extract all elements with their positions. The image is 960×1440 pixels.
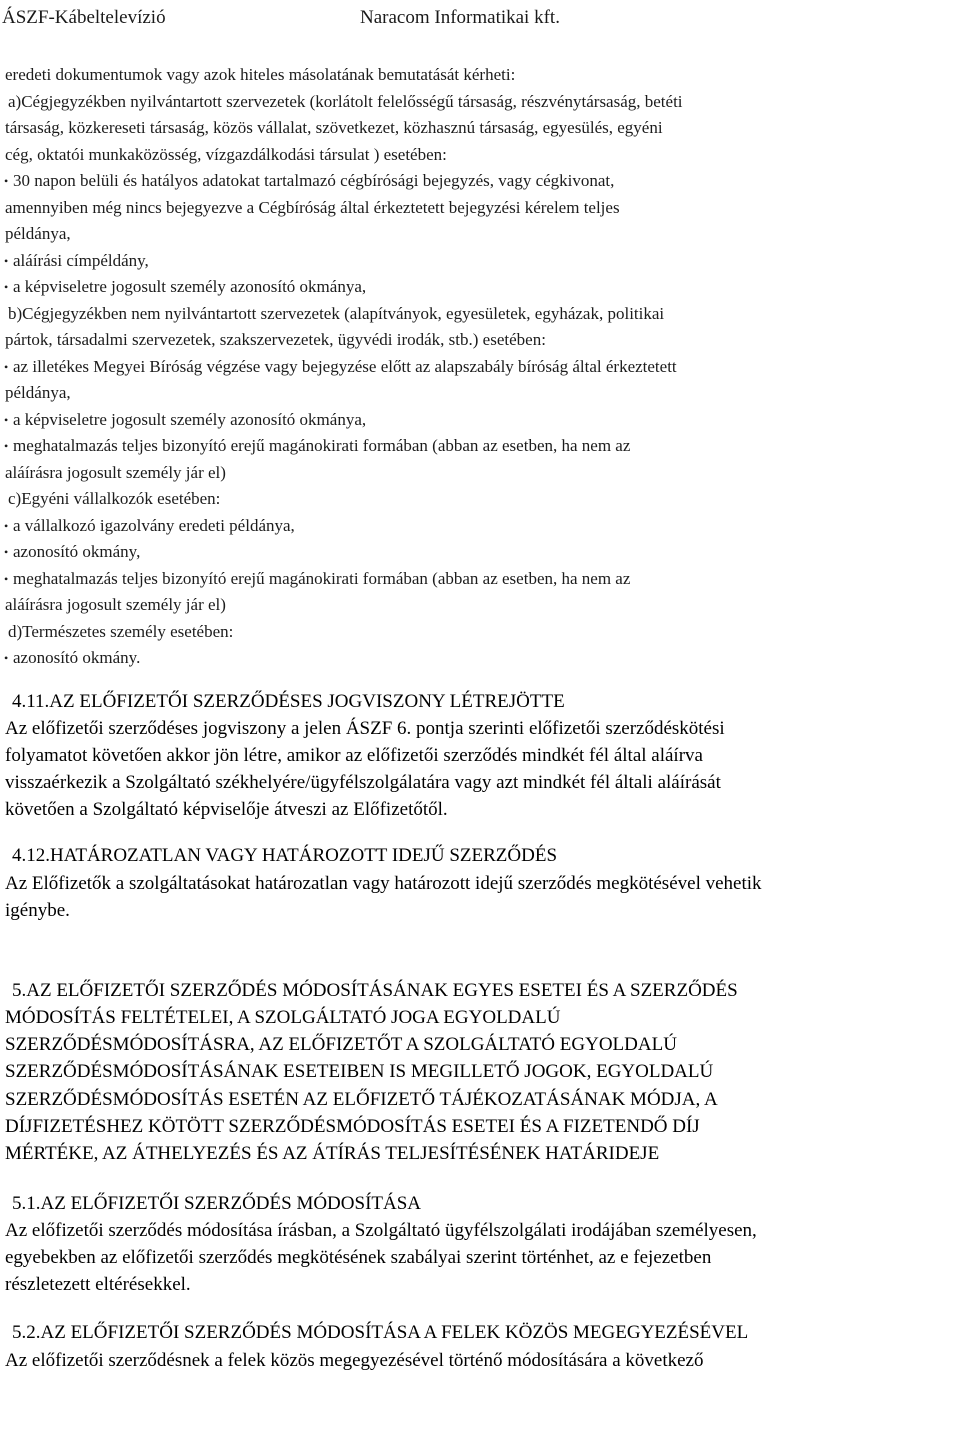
chapter-heading-line: MÓDOSÍTÁS FELTÉTELEI, A SZOLGÁLTATÓ JOGA EGYOLDALÚ [5,1006,561,1028]
page-header [0,5,960,33]
section-text: Az előfizetői szerződéses jogviszony a jelen ÁSZF 6. pontja szerinti előfizetői szerződéskötési [5,718,725,739]
bullet-item: • a képviseletre jogosult személy azonosító okmánya, [5,274,957,301]
header-company-name: Naracom Informatikai kft. [360,7,560,28]
chapter-heading-line: SZERZŐDÉSMÓDOSÍTÁSRA, AZ ELŐFIZETŐT A SZOLGÁLTATÓ EGYOLDALÚ [5,1034,677,1056]
bullet-item: • meghatalmazás teljes bizonyító erejű magánokirati formában (abban az esetben, ha nem az [5,566,957,593]
section-text: Az előfizetői szerződés módosítása írásban, a Szolgáltató ügyfélszolgálati irodájában személyesen, [5,1220,757,1242]
section-text: követően a Szolgáltató képviselője átveszi az Előfizetőtől. [5,799,448,820]
section-heading-4-12: 4.12.HATÁROZATLAN VAGY HATÁROZOTT IDEJŰ SZERZŐDÉS [12,845,558,866]
chapter-heading-line: SZERZŐDÉSMÓDOSÍTÁSÁNAK ESETEIBEN IS MEGILLETŐ JOGOK, EGYOLDALÚ [5,1061,714,1083]
bullet-item: • a képviseletre jogosult személy azonosító okmánya, [5,407,957,434]
bullet-item: • az illetékes Megyei Bíróság végzése vagy bejegyzése előtt az alapszabály bíróság által érkeztetett [5,354,957,381]
section-text: visszaérkezik a Szolgáltató székhelyére/ügyfélszolgálatára vagy azt mindkét fél általi aláírását [5,772,721,793]
spacer [5,924,957,977]
case-c-line: c)Egyéni vállalkozók esetében: [8,489,221,508]
chapter-heading-line: 5.AZ ELŐFIZETŐI SZERZŐDÉS MÓDOSÍTÁSÁNAK EGYES ESETEI ÉS A SZERZŐDÉS [12,979,738,1001]
chapter-heading-line: MÉRTÉKE, AZ ÁTHELYEZÉS ÉS AZ ÁTÍRÁS TELJESÍTÉSÉNEK HATÁRIDEJE [5,1143,660,1165]
section-text: Az Előfizetők a szolgáltatásokat határozatlan vagy határozott idejű szerződés megkötésével vehetik [5,872,762,894]
section-heading-5-1: 5.1.AZ ELŐFIZETŐI SZERZŐDÉS MÓDOSÍTÁSA [12,1192,422,1214]
case-d-line: d)Természetes személy esetében: [8,621,234,641]
chapter-heading-line: DÍJFIZETÉSHEZ KÖTÖTT SZERZŐDÉSMÓDOSÍTÁS ESETEI ÉS A FIZETENDŐ DÍJ [5,1115,700,1137]
case-a-line: társaság, közkereseti társaság, közös vállalat, szövetkezet, közhasznú társaság, egyesülés, egyéni [5,118,663,137]
case-b-line: b)Cégjegyzékben nem nyilvántartott szervezetek (alapítványok, egyesületek, egyházak, politikai [8,303,665,323]
bullet-item: • aláírási címpéldány, [5,248,957,275]
section-text: egyebekben az előfizetői szerződés megkötésének szabályai szerint történhet, az e fejezetben [5,1247,712,1269]
bullet-continuation: aláírásra jogosult személy jár el) [5,462,226,482]
section-text: igénybe. [5,899,70,921]
bullet-continuation: aláírásra jogosult személy jár el) [5,595,226,614]
document-body [5,62,957,1374]
section-heading-4-11: 4.11.AZ ELŐFIZETŐI SZERZŐDÉSES JOGVISZONY LÉTREJÖTTE [12,690,565,712]
intro-line: eredeti dokumentumok vagy azok hiteles másolatának bemutatását kérheti: [5,65,516,84]
spacer [5,1168,957,1191]
case-a-line: cég, oktatói munkaközösség, vízgazdálkodási társulat ) esetében: [5,144,447,164]
bullet-item: • 30 napon belüli és hatályos adatokat tartalmazó cégbírósági bejegyzés, vagy cégkivonat, [5,168,957,195]
spacer [5,1298,957,1320]
bullet-continuation: példánya, [5,224,71,243]
bullet-item: • a vállalkozó igazolvány eredeti példánya, [5,513,957,540]
bullet-continuation: amennyiben még nincs bejegyezve a Cégbíróság által érkeztetett bejegyzési kérelem teljes [5,197,620,217]
chapter-heading-5 [5,977,957,1168]
section-heading-5-2: 5.2.AZ ELŐFIZETŐI SZERZŐDÉS MÓDOSÍTÁSA A FELEK KÖZÖS MEGEGYEZÉSÉVEL [12,1322,749,1344]
case-b-line: pártok, társadalmi szervezetek, szakszervezetek, ügyvédi irodák, stb.) esetében: [5,330,546,349]
section-text: Az előfizetői szerződésnek a felek közös megegyezésével történő módosítására a következő [5,1349,704,1371]
bullet-item: • azonosító okmány. [5,645,957,672]
spacer [5,672,957,689]
section-text: folyamatot követően akkor jön létre, amikor az előfizetői szerződés mindkét fél által aláírva [5,745,703,766]
chapter-heading-line: SZERZŐDÉSMÓDOSÍTÁS ESETÉN AZ ELŐFIZETŐ TÁJÉKOZATÁSÁNAK MÓDJA, A [5,1088,718,1110]
spacer [5,823,957,843]
section-text: részletezett eltérésekkel. [5,1274,191,1296]
bullet-item: • azonosító okmány, [5,539,957,566]
bullet-continuation: példánya, [5,383,71,402]
bullet-item: • meghatalmazás teljes bizonyító erejű magánokirati formában (abban az esetben, ha nem az [5,433,957,460]
case-a-line: a)Cégjegyzékben nyilvántartott szervezetek (korlátolt felelősségű társaság, részvénytársaság, betéti [8,91,683,111]
header-document-title: ÁSZF-Kábeltelevízió [2,7,166,28]
